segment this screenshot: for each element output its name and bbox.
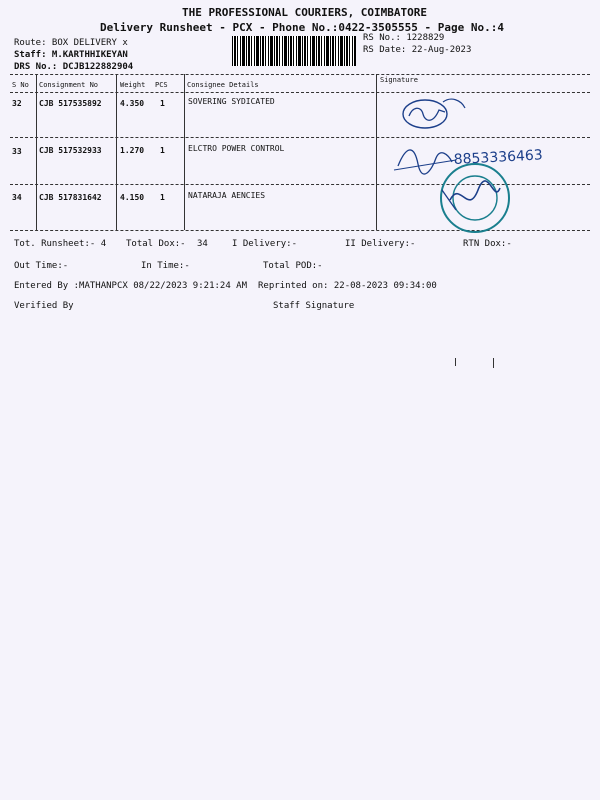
row-33-sno: 33: [12, 147, 22, 156]
route-label: Route: BOX DELIVERY x: [14, 38, 128, 48]
col-divider-4: [376, 74, 377, 230]
runsheet-subtitle: Delivery Runsheet - PCX - Phone No.:0422-3505555 - Page No.:4: [100, 21, 504, 34]
col-divider-3: [184, 74, 185, 230]
ii-delivery: II Delivery:-: [345, 239, 416, 249]
col-header-weight: Weight: [120, 81, 146, 89]
reprinted-on: Reprinted on: 22-08-2023 09:34:00: [258, 281, 437, 291]
col-divider-1: [36, 74, 37, 230]
in-time: In Time:-: [141, 261, 190, 271]
row-32-weight: 4.350: [120, 99, 145, 108]
col-header-pcs: PCS: [155, 81, 168, 89]
rs-number: RS No.: 1228829: [363, 33, 445, 43]
col-header-signature: Signature: [380, 76, 418, 84]
scan-mark: [455, 358, 456, 366]
row-34-consignment: CJB 517831642: [39, 193, 102, 202]
row-32-consignment: CJB 517535892: [39, 99, 102, 108]
rtn-dox: RTN Dox:-: [463, 239, 512, 249]
staff-label: Staff: M.KARTHHIKEYAN: [14, 50, 128, 60]
row-33-consignment: CJB 517532933: [39, 146, 102, 155]
total-dox-value: 34: [197, 239, 208, 249]
handwritten-phone: 8853336463: [453, 147, 544, 168]
row-32-consignee: SOVERING SYDICATED: [188, 97, 275, 106]
rs-date: RS Date: 22-Aug-2023: [363, 45, 472, 55]
total-dox-label: Total Dox:-: [126, 239, 186, 249]
verified-by: Verified By: [14, 301, 74, 311]
row-33-pcs: 1: [160, 146, 165, 155]
row-34-weight: 4.150: [120, 193, 145, 202]
entered-by: Entered By :MATHANPCX 08/22/2023 9:21:24 AM: [14, 281, 247, 291]
company-title: THE PROFESSIONAL COURIERS, COIMBATORE: [182, 6, 428, 19]
total-pod: Total POD:-: [263, 261, 323, 271]
row-33-weight: 1.270: [120, 146, 145, 155]
row-34-consignee: NATARAJA AENCIES: [188, 191, 266, 200]
table-top-rule: [10, 74, 590, 75]
row-34-sno: 34: [12, 193, 22, 202]
company-stamp: [420, 160, 530, 240]
col-header-sno: S No: [12, 81, 29, 89]
tot-runsheet: Tot. Runsheet:- 4: [14, 239, 107, 249]
signature-row-32: [395, 84, 475, 136]
col-header-consignment: Consignment No: [39, 81, 99, 89]
scan-mark: [493, 358, 494, 368]
col-divider-2: [116, 74, 117, 230]
drs-number: DRS No.: DCJB122882904: [14, 62, 134, 72]
i-delivery: I Delivery:-: [232, 239, 298, 249]
header-bottom-rule: [10, 92, 590, 93]
col-header-consignee: Consignee Details: [187, 81, 259, 89]
row-32-sno: 32: [12, 99, 22, 108]
row-34-pcs: 1: [160, 193, 165, 202]
row-32-pcs: 1: [160, 99, 165, 108]
out-time: Out Time:-: [14, 261, 69, 271]
barcode: [232, 36, 356, 66]
row-33-consignee: ELCTRO POWER CONTROL: [188, 144, 285, 153]
staff-signature: Staff Signature: [273, 301, 355, 311]
